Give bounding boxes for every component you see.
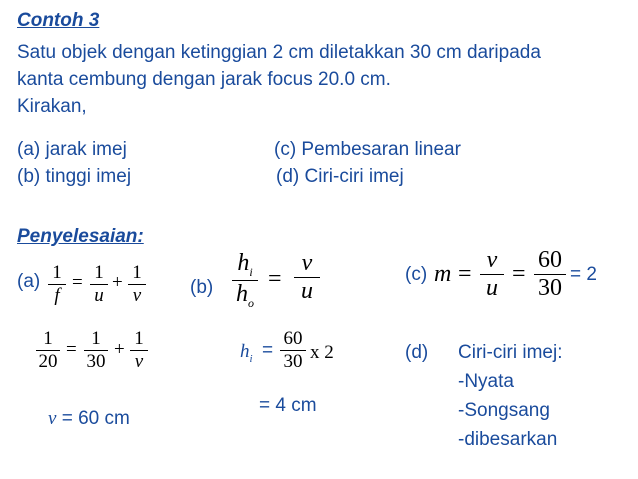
- question-d: (d) Ciri-ciri imej: [276, 166, 404, 187]
- characteristic-magnified: -dibesarkan: [458, 429, 558, 450]
- problem-line-2: kanta cembung dengan jarak focus 20.0 cm.: [17, 69, 391, 90]
- label-d: (d): [405, 342, 429, 363]
- characteristic-real: -Nyata: [458, 371, 514, 392]
- example-heading: Contoh 3: [17, 10, 100, 31]
- result-a: v = 60 cm: [48, 408, 130, 429]
- lens-substitution: 1 20 = 1 30 + 1 v: [36, 328, 156, 378]
- thin-lens-formula: 1 f = 1 u + 1 v: [48, 262, 148, 312]
- magnification-height-formula: $h_i$ $h_o$ = v u: [232, 250, 332, 316]
- result-b: = 4 cm: [259, 395, 317, 416]
- question-a: (a) jarak imej: [17, 139, 127, 160]
- linear-magnification-formula: m = v u = 60 30 = 2: [434, 247, 597, 301]
- question-b: (b) tinggi imej: [17, 166, 132, 187]
- label-b: (b): [190, 277, 214, 298]
- characteristic-inverted: -Songsang: [458, 400, 550, 421]
- solution-heading: Penyelesaian:: [17, 226, 144, 247]
- image-characteristics-title: Ciri-ciri imej:: [458, 342, 563, 363]
- question-c: (c) Pembesaran linear: [274, 139, 461, 160]
- height-substitution: $h_i$ = 60 30 x 2: [240, 328, 334, 372]
- label-a: (a): [17, 271, 41, 292]
- problem-line-3: Kirakan,: [17, 96, 87, 117]
- label-c: (c): [405, 264, 428, 285]
- problem-line-1: Satu objek dengan ketinggian 2 cm diletakkan 30 cm daripada: [17, 42, 541, 63]
